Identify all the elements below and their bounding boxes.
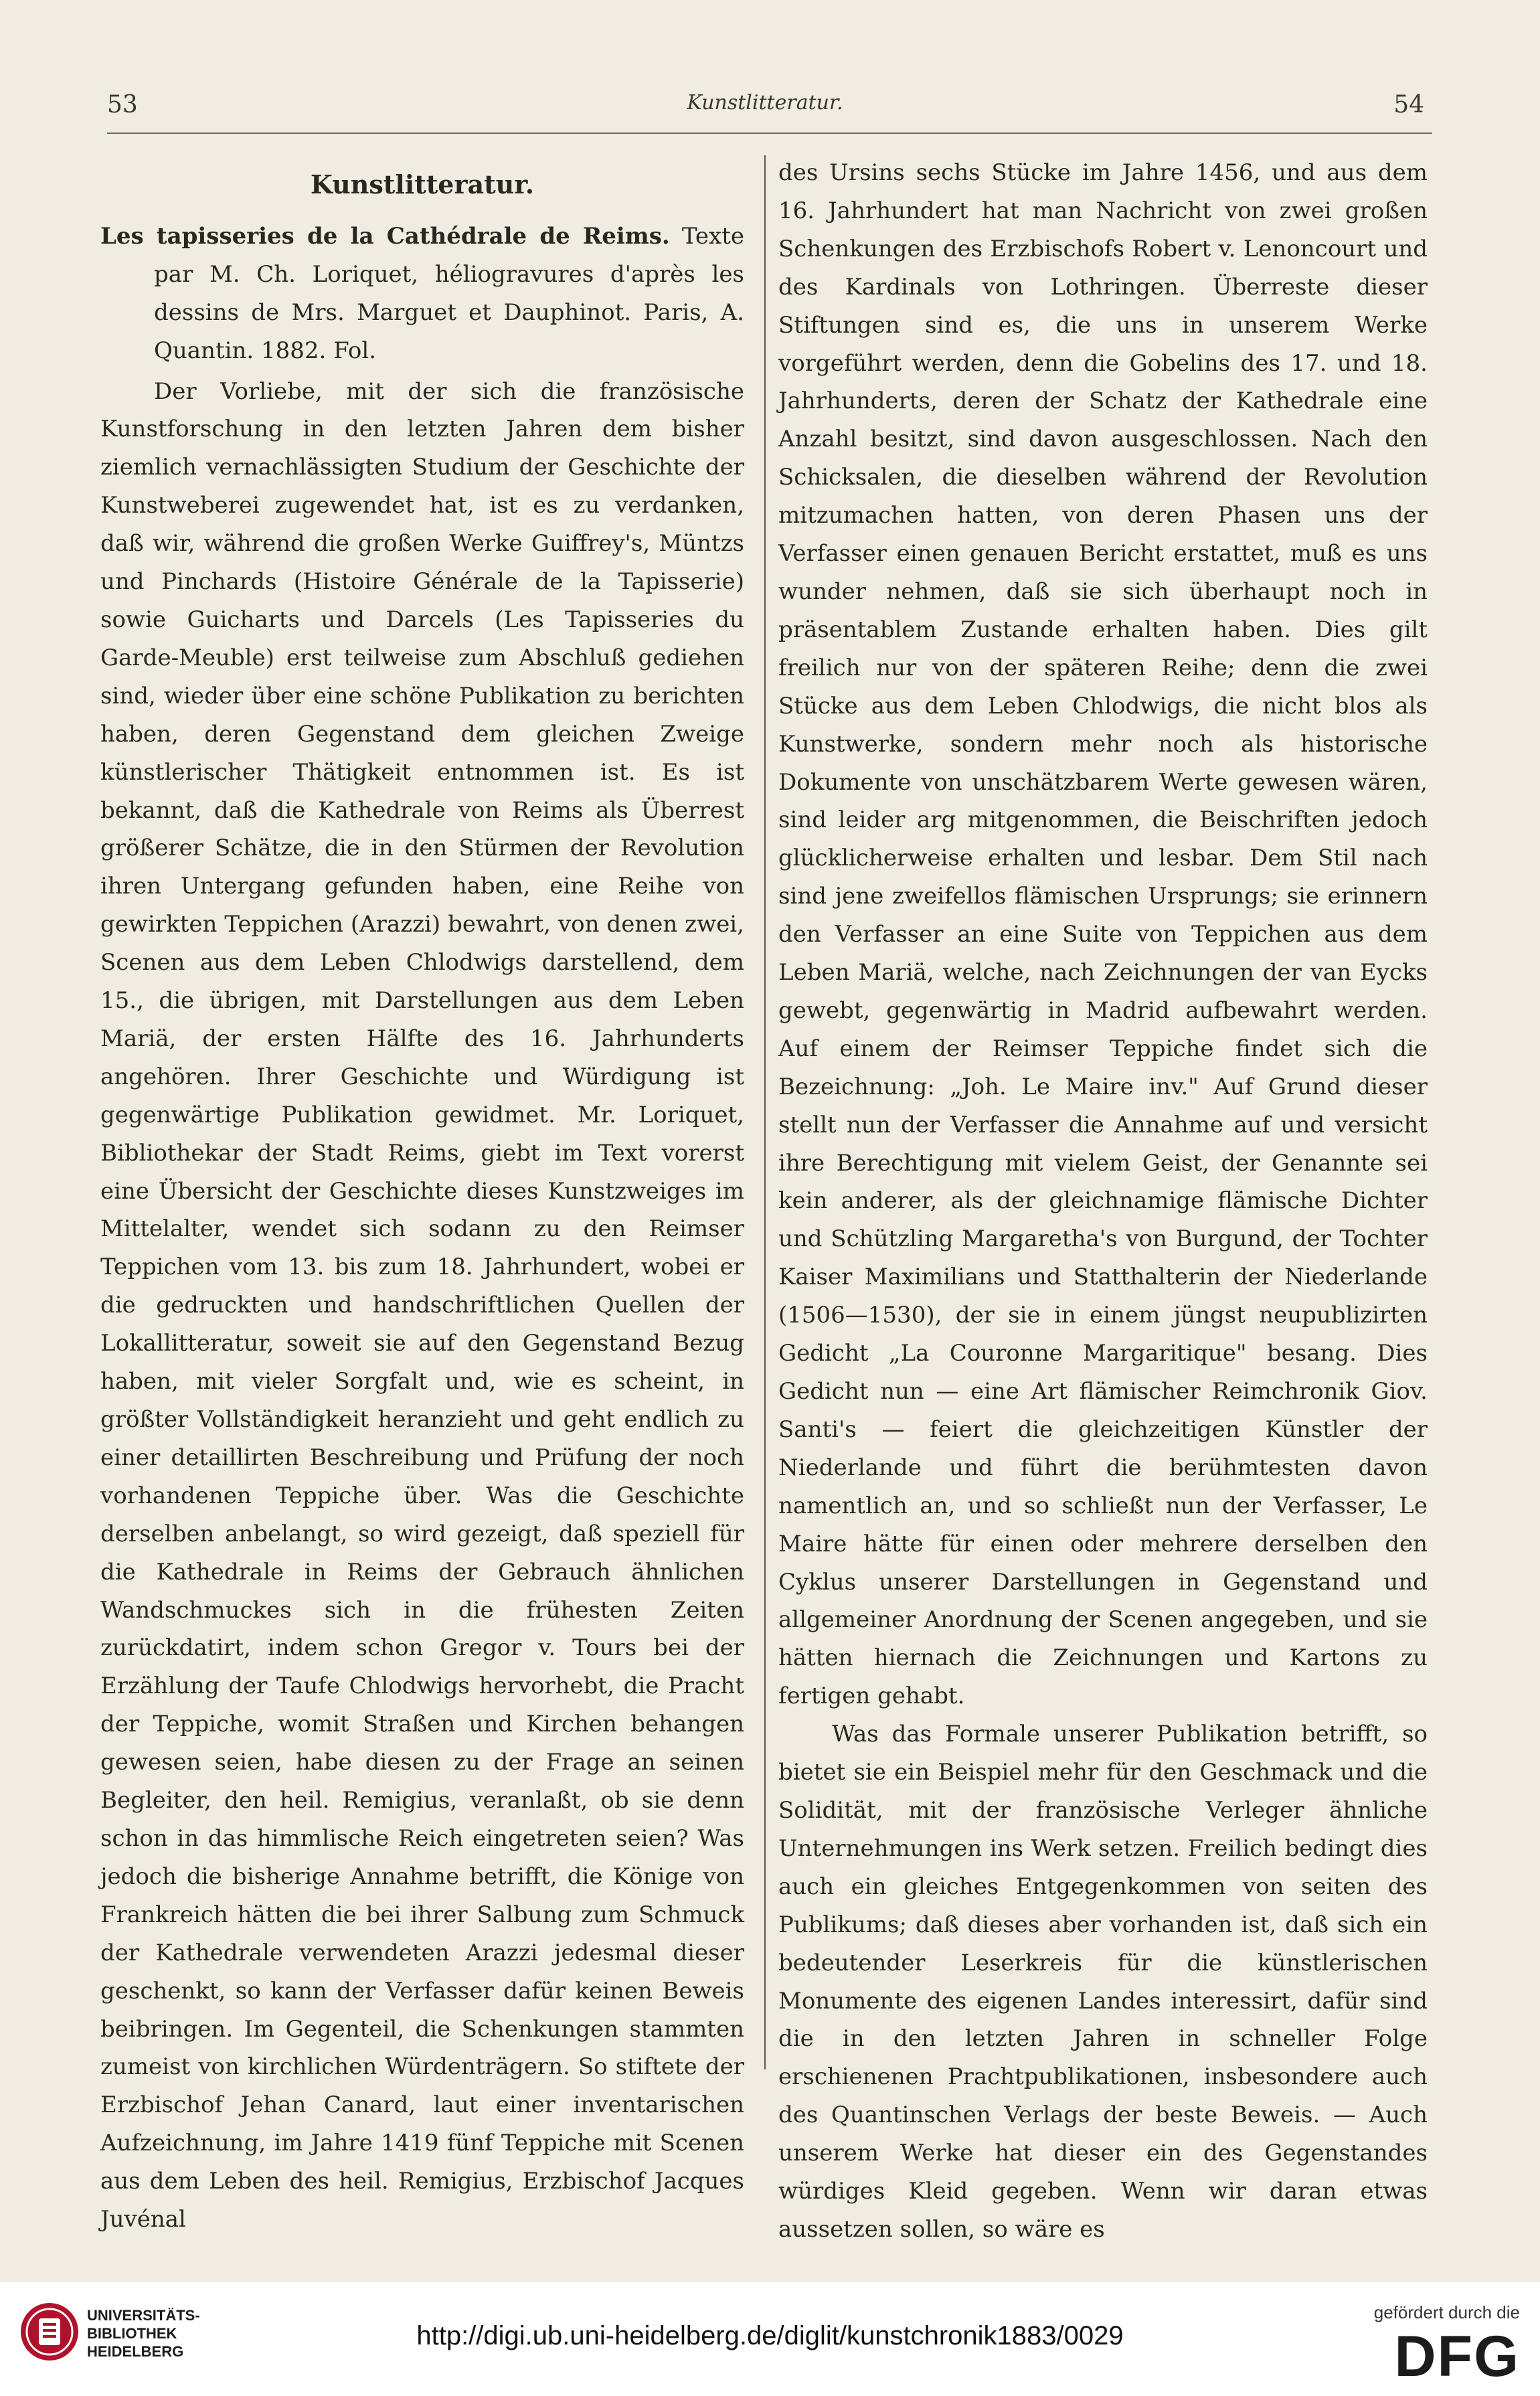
page-number-right: 54 — [1393, 91, 1424, 118]
right-paragraph-2: Was das Formale unserer Publikation betrifft, so bietet sie ein Beispiel mehr für den Geschmack und die Solidität, mit der französische Verleger ähnliche Unternehmungen ins Werk setzen. Freilich bedingt dies auch ein gleiches Entgegenkommen von seiten des Publikums; daß dieses aber vorhanden ist, daß sich ein bedeutender Leserkreis für die künstlerischen Monumente des eigenen Landes interessirt, dafür sind die in den letzten Jahren in schneller Folge erschienenen Prachtpublikationen, insbesondere auch des Quantinschen Verlags der beste Beweis. — Auch unserem Werke hat dieser ein des Gegenstandes würdiges Kleid gegeben. Wenn wir daran etwas aussetzen sollen, so wäre es — [778, 1721, 1428, 2243]
section-title: Kunstlitteratur. — [310, 169, 535, 199]
entry-title: Les tapisseries de la Cathédrale de Reims. — [100, 222, 670, 250]
right-column — [778, 154, 1428, 2249]
header-rule — [107, 133, 1432, 134]
column-divider — [764, 155, 766, 2069]
source-url-link[interactable]: http://digi.ub.uni-heidelberg.de/diglit/kunstchronik1883/0029 — [416, 2321, 1124, 2350]
library-name: UNIVERSITÄTS- BIBLIOTHEK HEIDELBERG — [87, 2307, 200, 2360]
running-title: Kunstlitteratur. — [687, 91, 843, 114]
page-number-left: 53 — [107, 91, 138, 118]
right-paragraph-1: des Ursins sechs Stücke im Jahre 1456, und aus dem 16. Jahrhundert hat man Nachricht von zwei großen Schenkungen des Erzbischofs Robert v. Lenoncourt und des Kardinals von Lothringen. Überreste dieser Stiftungen sind es, die uns in unserem Werke vorgeführt werden, denn die Gobelins des 17. und 18. Jahrhunderts, deren der Schatz der Kathedrale eine Anzahl besitzt, sind davon ausgeschlossen. Nach den Schicksalen, die dieselben während der Revolution mitzumachen hatten, von deren Phasen uns der Verfasser einen genauen Bericht erstattet, muß es uns wunder nehmen, daß sie sich überhaupt noch in präsentablem Zustande erhalten haben. Dies gilt freilich nur von der späteren Reihe; denn die zwei Stücke aus dem Leben Chlodwigs, die nicht blos als Kunstwerke, sondern mehr noch als historische Dokumente von unschätzbarem Werte gewesen wären, sind leider arg mitgenommen, die Beischriften jedoch glücklicherweise erhalten und lesbar. Dem Stil nach sind jene zweifellos flämischen Ursprungs; sie erinnern den Verfasser an eine Suite von Teppichen aus dem Leben Mariä, welche, nach Zeichnungen der van Eycks gewebt, gegenwärtig in Madrid aufbewahrt werden. Auf einem der Reimser Teppiche findet sich die Bezeichnung: „Joh. Le Maire inv." Auf Grund dieser stellt nun der Verfasser die Annahme auf und versicht ihre Berechtigung mit vielem Geist, der Genannte sei kein anderer, als der gleichnamige flämische Dichter und Schützling Margaretha's von Burgund, der Tochter Kaiser Maximilians und Statthalterin der Niederlande (1506—1530), der sie in einem jüngst neupublizirten Gedicht „La Couronne Margaritique" besang. Dies Gedicht nun — eine Art flämischer Reimchronik Giov. Santi's — feiert die gleichzeitigen Künstler der Niederlande und führt die berühmtesten davon namentlich an, und so schließt nun der Verfasser, Le Maire hätte für einen oder mehrere derselben den Cyklus unserer Darstellungen in Gegenstand und allgemeiner Anordnung der Scenen angegeben, und sie hätten hiernach die Zeichnungen und Kartons zu fertigen gehabt. — [778, 159, 1428, 1710]
bibliographic-entry — [100, 218, 744, 370]
left-column — [100, 166, 744, 2239]
digitization-footer — [0, 2282, 1540, 2396]
left-body-text: Der Vorliebe, mit der sich die französische Kunstforschung in den letzten Jahren dem bisher ziemlich vernachlässigten Studium der Geschichte der Kunstweberei zugewendet hat, ist es zu verdanken, daß wir, während die großen Werke Guiffrey's, Müntzs und Pinchards (Histoire Générale de la Tapisserie) sowie Guicharts und Darcels (Les Tapisseries du Garde-Meuble) erst teilweise zum Abschluß gediehen sind, wieder über eine schöne Publikation zu berichten haben, deren Gegenstand dem gleichen Zweige künstlerischer Thätigkeit entnommen ist. Es ist bekannt, daß die Kathedrale von Reims als Überrest größerer Schätze, die in den Stürmen der Revolution ihren Untergang gefunden haben, eine Reihe von gewirkten Teppichen (Arazzi) bewahrt, von denen zwei, Scenen aus dem Leben Chlodwigs darstellend, dem 15., die übrigen, mit Darstellungen aus dem Leben Mariä, der ersten Hälfte des 16. Jahrhunderts angehören. Ihrer Geschichte und Würdigung ist gegenwärtige Publikation gewidmet. Mr. Loriquet, Bibliothekar der Stadt Reims, giebt im Text vorerst eine Übersicht der Geschichte dieses Kunstzweiges im Mittelalter, wendet sich sodann zu den Reimser Teppichen vom 13. bis zum 18. Jahrhundert, wobei er die gedruckten und handschriftlichen Quellen der Lokallitteratur, soweit sie auf den Gegenstand Bezug haben, mit vieler Sorgfalt und, wie es scheint, in größter Vollständigkeit heranzieht und geht endlich zu einer detaillirten Beschreibung und Prüfung der noch vorhandenen Teppiche über. Was die Geschichte derselben anbelangt, so wird gezeigt, daß speziell für die Kathedrale in Reims der Gebrauch ähnlichen Wandschmuckes sich in die frühesten Zeiten zurückdatirt, indem schon Gregor v. Tours bei der Erzählung der Taufe Chlodwigs hervorhebt, die Pracht der Teppiche, womit Straßen und Kirchen behangen gewesen seien, habe diesen zu der Frage an seinen Begleiter, den heil. Remigius, veranlaßt, ob sie denn schon in das himmlische Reich eingetreten seien? Was jedoch die bisherige Annahme betrifft, die Könige von Frankreich hätten die bei ihrer Salbung zum Schmuck der Kathedrale verwendeten Arazzi jedesmal dieser geschenkt, so kann der Verfasser dafür keinen Beweis beibringen. Im Gegenteil, die Schenkungen stammten zumeist von kirchlichen Würdenträgern. So stiftete der Erzbischof Jehan Canard, laut einer inventarischen Aufzeichnung, im Jahre 1419 fünf Teppiche mit Scenen aus dem Leben des heil. Remigius, Erzbischof Jacques Juvénal — [100, 377, 744, 2233]
running-header — [99, 86, 1431, 126]
entry-details: Texte par M. Ch. Loriquet, héliogravures d'après les dessins de Mrs. Marguet et Dauphinot. Paris, A. Quantin. 1882. Fol. — [154, 222, 744, 364]
dfg-logo: DFG — [1394, 2324, 1520, 2389]
funding-caption: gefördert durch die — [1373, 2302, 1520, 2322]
